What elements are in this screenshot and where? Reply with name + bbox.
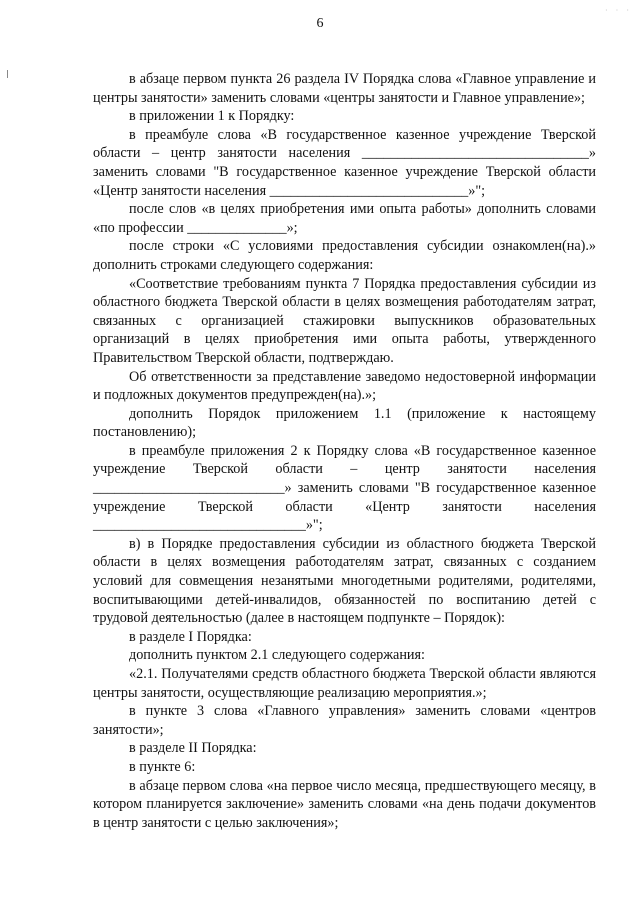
paragraph: в приложении 1 к Порядку: [129,108,295,125]
paragraph: «2.1. Получателями средств областного бюджета Тверской области являются центры занятости, осуществляющие реализацию мероприятия.»; [93,666,596,701]
paragraph: Об ответственности за представление заведомо недостоверной информации и подложных документов предупрежден(на).»; [93,368,596,404]
paragraph: в преамбуле слова «В государственное казенное учреждение Тверской области – центр занятости населения ________________________________» заменить словами "В государственное казенное учреждение Тверской области «Центр занятости населения ____________________________»"; [93,126,596,199]
paragraph: в разделе II Порядка: [129,740,257,757]
paragraph: дополнить Порядок приложением 1.1 (приложение к настоящему постановлению); [93,405,596,441]
paragraph: в абзаце первом пункта 26 раздела IV Порядка слова «Главное управление и центры занятости» заменить словами «центры занятости и Главное управление»; [93,71,596,106]
paragraph: после строки «С условиями предоставления субсидии ознакомлен(на).» дополнить строками следующего содержания: [93,238,596,273]
page-number: 6 [316,16,324,31]
paragraph: «Соответствие требованиям пункта 7 Порядка предоставления субсидии из областного бюджета Тверской области в целях возмещения работодателям затрат, связанных с организацией стажировки выпускников образовательных организаций в целях приобретения ими опыта работы, утвержденного Правительством Тверской области, подтверждаю. [93,275,596,366]
paragraph: в) в Порядке предоставления субсидии из областного бюджета Тверской области в целях возмещения работодателям затрат, связанных с созданием условий для совмещения незанятыми многодетными родителями, родителями, воспитывающими детей-инвалидов, обязанностей по воспитанию детей с трудовой деятельностью (далее в настоящем подпункте – Порядок): [93,535,596,627]
paragraph: дополнить пунктом 2.1 следующего содержания: [129,647,425,664]
paragraph: в абзаце первом слова «на первое число месяца, предшествующего месяцу, в котором планируется заключение» заменить словами «на день подачи документов в центр занятости с целью заключения»; [93,777,596,831]
paragraph: в пункте 3 слова «Главного управления» заменить словами «центров занятости»; [93,703,596,738]
paragraph: после слов «в целях приобретения ими опыта работы» дополнить словами «по профессии ______________»; [93,201,596,236]
corner-mark: · · · [605,6,632,15]
document-body [93,70,596,832]
margin-mark [7,70,8,78]
paragraph: в преамбуле приложения 2 к Порядку слова «В государственное казенное учреждение Тверской области – центр занятости населения ___________________________» заменить словами "В государственное казенное учреждение Тверской области «Центр занятости населения ______________________________»"; [93,442,596,534]
paragraph: в пункте 6: [129,758,196,775]
paragraph: в разделе I Порядка: [129,628,252,645]
